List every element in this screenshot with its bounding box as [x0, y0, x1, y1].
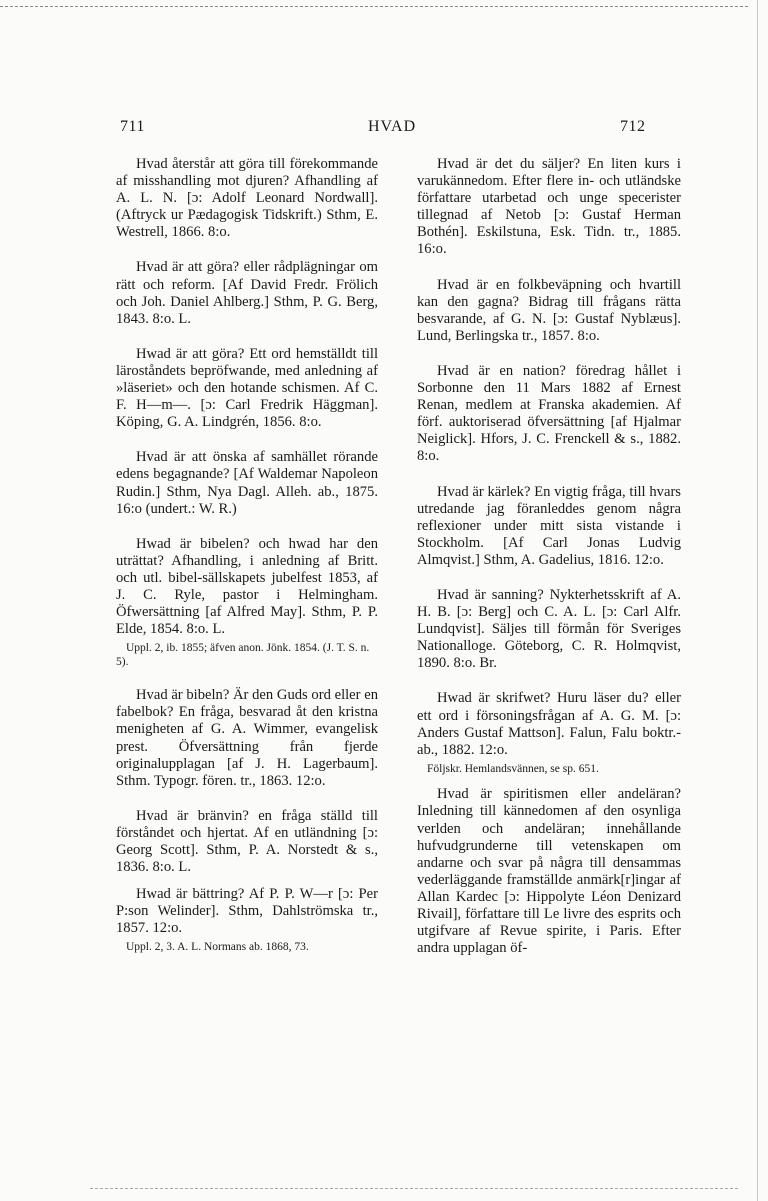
catalog-entry: Hvad återstår att göra till förekommande af misshandling mot djuren? Afhandling af A. L. N. [ɔ: Adolf Leonard Nordwall]. (Aftryck ur Pædagogisk Tidskrift.) Sthm, E. Westrell, 1866. 8:o.: [116, 156, 378, 241]
page-edge: [757, 0, 758, 1201]
catalog-entry: Hvad är bränvin? en fråga ställd till förståndet och hjertat. Af en utländning [ɔ: Georg Scott]. Sthm, P. A. Norstedt & s., 1836. 8:o. L.: [116, 807, 378, 876]
catalog-entry: Hwad är att göra? Ett ord hemställdt till läroståndets bepröfwande, med anledning af »läseriet» och den hotande schismen. Af C. F. H—m—. [ɔ: Carl Fredrik Häggman]. Köping, G. A. Lindgrén, 1856. 8:o.: [116, 345, 378, 431]
entry-note: Följskr. Hemlandsvännen, se sp. 651.: [427, 762, 599, 775]
running-title: HVAD: [368, 118, 417, 135]
catalog-entry: Hwad är bättring? Af P. P. W—r [ɔ: Per P:son Welinder]. Sthm, Dahlströmska tr., 1857. 12:o.: [116, 886, 378, 937]
catalog-entry: Hwad är skrifwet? Huru läser du? eller ett ord i försoningsfrågan af A. G. M. [ɔ: Anders Gustaf Mattson]. Falun, Falu boktr.-ab., 1882. 12:o.: [417, 690, 681, 758]
catalog-entry: Hvad är en folkbeväpning och hvartill kan den gagna? Bidrag till frågans rätta besvarande, af G. N. [ɔ: Gustaf Nyblæus]. Lund, Berlingska tr., 1857. 8:o.: [417, 276, 681, 344]
left-column-number: 711: [120, 118, 145, 135]
bottom-edge-rule: [90, 1188, 738, 1189]
catalog-entry: Hvad är kärlek? En vigtig fråga, till hvars utredande jag föranleddes genom några reflexioner under mitt sista vistande i Stockholm. [Af Carl Jonas Ludvig Almqvist.] Sthm, A. Gadelius, 1816. 12:o.: [417, 483, 681, 568]
top-edge-rule: [0, 6, 748, 7]
catalog-entry: Hvad är en nation? föredrag hållet i Sorbonne den 11 Mars 1882 af Ernest Renan, medlem at Franska akademien. Af förf. auktoriserad öfversättning [af Hjalmar Neiglick]. Hfors, J. C. Frenckell & s., 1882. 8:o.: [417, 362, 681, 465]
right-column-number: 712: [620, 118, 646, 135]
catalog-entry: Hvad är att göra? eller rådplägningar om rätt och reform. [Af David Fredr. Frölich och Joh. Daniel Ahlberg.] Sthm, P. G. Berg, 1843. 8:o. L.: [116, 259, 378, 327]
right-column: [417, 156, 681, 957]
catalog-entry: Hvad är att önska af samhället rörande edens begagnande? [Af Waldemar Napoleon Rudin.] Sthm, Nya Dagl. Alleh. ab., 1875. 16:o (undert.: W. R.): [116, 449, 378, 517]
catalog-entry: Hvad är sanning? Nykterhetsskrift af A. H. B. [ɔ: Berg] och C. A. L. [ɔ: Carl Alfr. Lundqvist]. Säljes till förmån för Sveriges Nationalloge. Göteborg, C. R. Holmqvist, 1890. 8:o. Br.: [417, 586, 681, 672]
catalog-entry: Hvad är bibeln? Är den Guds ord eller en fabelbok? En fråga, besvarad åt den kristna menigheten af G. A. Wimmer, evangelisk prest. Öfversättning från fjerde originalupplagan [af J. H. Lagerbaum]. Sthm. Typogr. fören. tr., 1863. 12:o.: [116, 687, 378, 789]
entry-note: Uppl. 2, 3. A. L. Normans ab. 1868, 73.: [126, 941, 309, 954]
catalog-entry: Hvad är det du säljer? En liten kurs i varukännedom. Efter flere in- och utländske författare utarbetad och unge specerister tillegnad af Netob [ɔ: Gustaf Herman Bothén]. Eskilstuna, Esk. Tidn. tr., 1885. 16:o.: [417, 156, 681, 258]
catalog-entry: Hwad är bibelen? och hwad har den uträttat? Afhandling, i anledning af Britt. och utl. bibel-sällskapets jubelfest 1853, af J. C. Ryle, pastor i Helmingham. Öfwersättning [af Alfred May]. Sthm, P. P. Elde, 1854. 8:o. L.: [116, 535, 378, 638]
entry-note: Uppl. 2, ib. 1855; äfven anon. Jönk. 1854. (J. T. S. n. 5).: [116, 642, 370, 668]
catalog-entry: Hvad är spiritismen eller andeläran? Inledning till kännedomen af den osynliga verlden och andeläran; innehållande hufvudgrunderne till vetenskapen om andarne och svar på några till densammas vederläggande framställde anmärk[r]ingar af Allan Kardec [ɔ: Hippolyte Léon Denizard Rivail], författare till Le livre des esprits och utgifvare af Revue spirite, i Paris. Efter andra upplagan öf-: [417, 786, 681, 957]
left-column: [116, 156, 378, 955]
